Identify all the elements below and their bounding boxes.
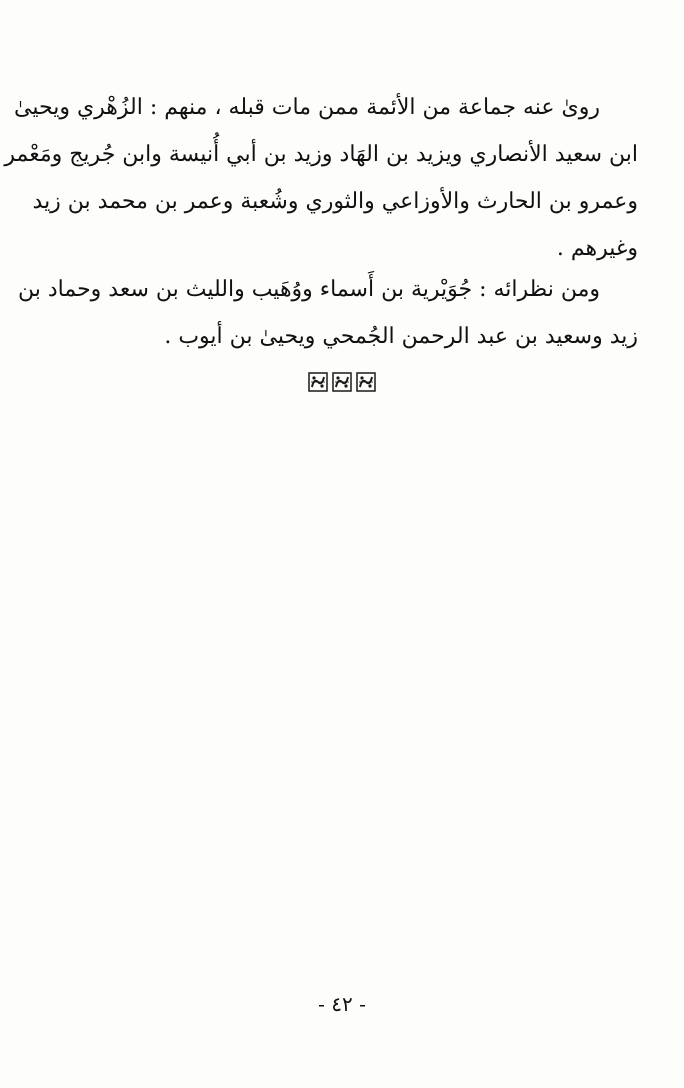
text-line: زيد وسعيد بن عبد الرحمن الجُمحي ويحيىٰ بن أيوب . [164, 324, 638, 349]
floral-ornament-icon [356, 372, 376, 392]
text-line: وعمرو بن الحارث والأوزاعي والثوري وشُعبة وعمر بن محمد بن زيد [32, 189, 638, 214]
floral-ornament-icon [308, 372, 328, 392]
text-line: ابن سعيد الأنصاري ويزيد بن الهَاد وزيد بن أبي أُنيسة وابن جُريج ومَعْمر [4, 142, 638, 167]
floral-ornament-icon [332, 372, 352, 392]
text-line: ومن نظرائه : جُوَيْرية بن أَسماء ووُهَيب والليث بن سعد وحماد بن [18, 277, 600, 302]
paragraph-peers [18, 266, 638, 360]
text-line: رویٰ عنه جماعة من الأئمة ممن مات قبله ، منهم : الزُهْري ويحيىٰ [14, 95, 600, 120]
paragraph-narrators [4, 84, 638, 272]
text-line: وغيرهم . [556, 236, 638, 261]
section-divider-ornaments [0, 372, 684, 392]
page-number: - ٤٢ - [318, 992, 366, 1016]
